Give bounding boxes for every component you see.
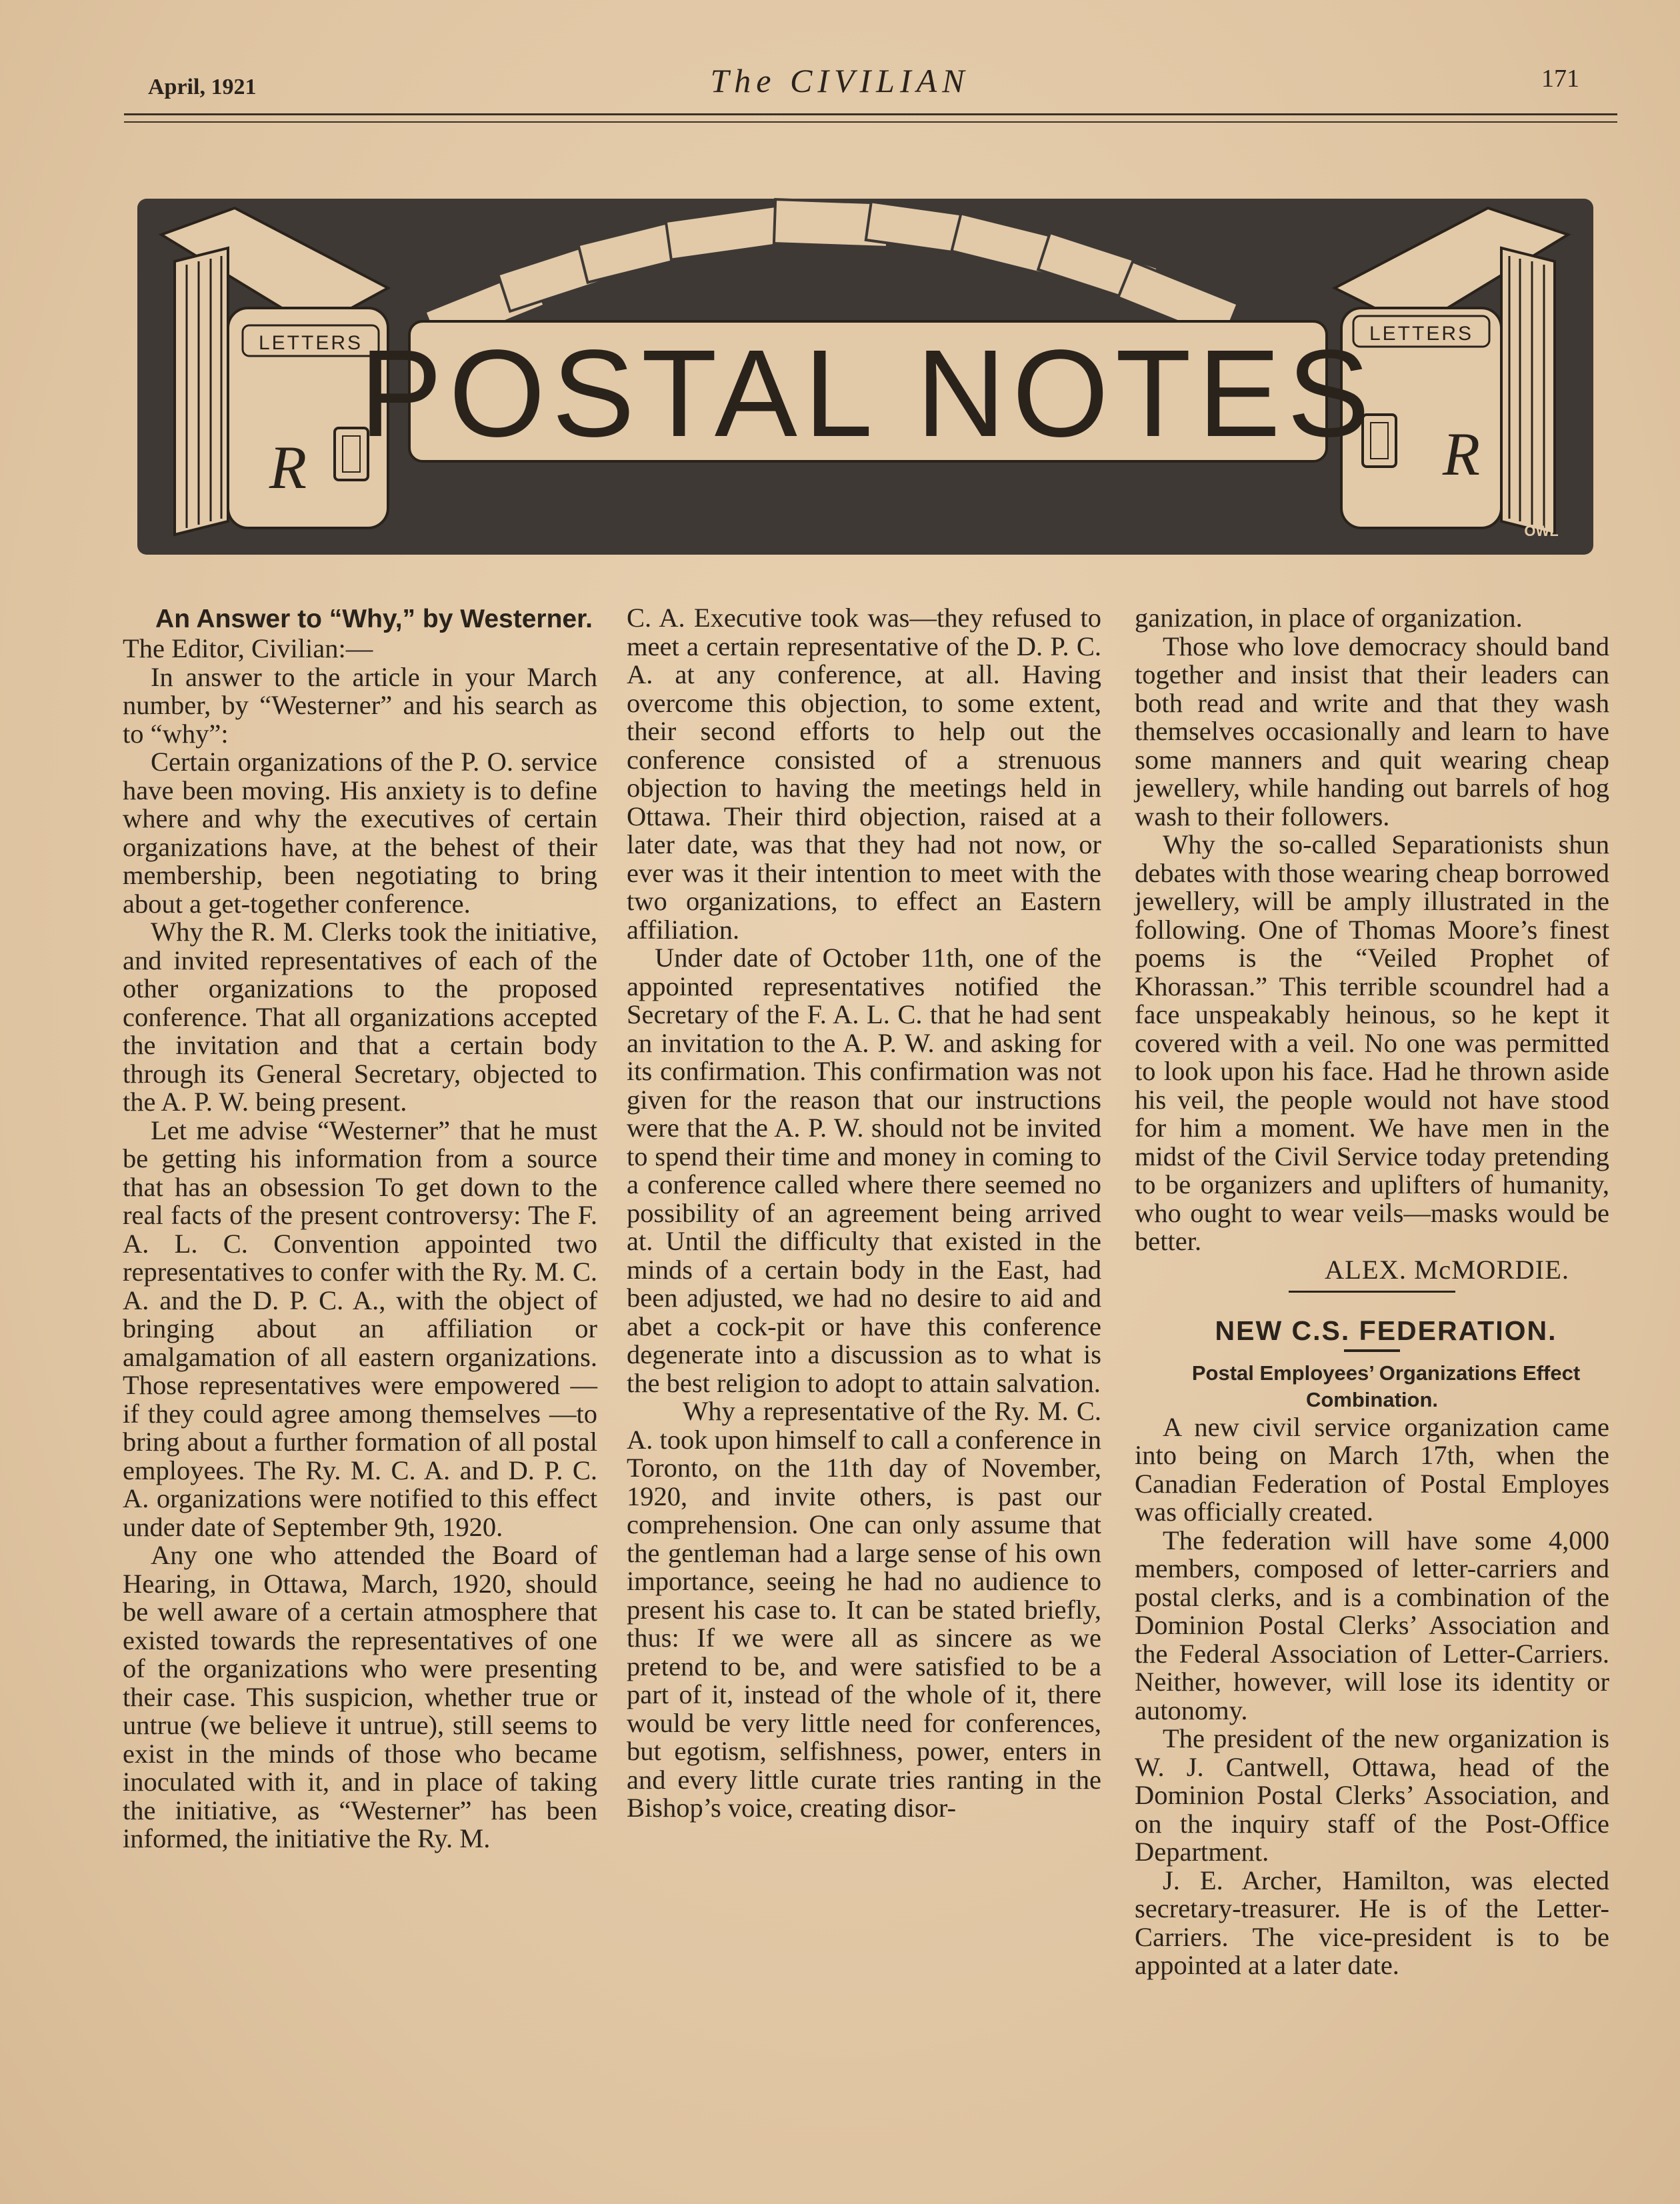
page-number: 171 bbox=[1541, 65, 1579, 93]
header-rule bbox=[124, 113, 1617, 115]
monogram-left: R bbox=[269, 433, 307, 501]
paragraph: The president of the new organization is W. J. Cantwell, Ottawa, head of the Dominion Postal Clerks’ Association, and on the inquiry staff of the Post-Office Department. bbox=[1135, 1723, 1609, 1867]
paragraph: Let me advise “Westerner” that he must be getting his information from a source that has an obsession To get down to the real facts of the present controversy: The F. A. L. C. Convention appointed two representatives to confer with the Ry. M. C. A. and the D. P. C. A., with the object of bringing about an affiliation or amalgamation of all eastern organizations. Those representatives were empowered — if they could agree among themselves —to bring about a further formation of all postal employees. The Ry. M. C. A. and D. P. C. A. organizations were notified to this effect under date of September 9th, 1920. bbox=[123, 1115, 597, 1542]
paragraph-continues: Why a representative of the Ry. M. C. A. took upon himself to call a conference in Toronto, on the 11th day of November, 1920, and invite others, is past our comprehension. One can only assume that the gentleman had a large sense of his own importance, seeing he had no audience to present his case to. It can be stated briefly, thus: If we were all as sincere as we pretend to be, and were satisfied to be a part of it, instead of the whole of it, there would be very little need for conferences, but egotism, selfishness, power, enters in and every little curate tries ranting in the Bishop’s voice, creating disor- bbox=[627, 1396, 1101, 1823]
column-3 bbox=[1135, 604, 1609, 1980]
paragraph: In answer to the article in your March number, by “Westerner” and his search as to “why”: bbox=[123, 661, 597, 749]
column-2 bbox=[627, 604, 1101, 1823]
postal-notes-banner bbox=[135, 175, 1597, 560]
article-salutation: The Editor, Civilian:— bbox=[123, 633, 373, 663]
paragraph: Why the R. M. Clerks took the initiative, and invited representatives of each of the other organizations to the proposed conference. That all organizations accepted the invitation and that a certain body through its General Secretary, objected to the A. P. W. being present. bbox=[123, 917, 597, 1117]
paragraph: J. E. Archer, Hamilton, was elected secretary-treasurer. He is of the Letter-Carriers. The vice-president is to be appointed at a later date. bbox=[1135, 1865, 1609, 1980]
article2-subhead: Postal Employees’ Organizations Effect Combination. bbox=[1191, 1361, 1581, 1411]
monogram-right: R bbox=[1442, 420, 1481, 488]
article-separator bbox=[1289, 1291, 1455, 1293]
paragraph-continued: C. A. Executive took was—they refused to meet a certain representative of the D. P. C. A. at any conference, at all. Having overcome this objection, to some extent, their second efforts to help out the conference consisted of a strenuous objection to having the meetings held in Ottawa. Their third objection, raised at a later date, was that they had not now, or ever was it their intention to meet with the two organizations, to effect an Eastern affiliation. bbox=[627, 603, 1101, 945]
article2-headline: NEW C.S. FEDERATION. bbox=[1215, 1315, 1557, 1346]
headline-rule bbox=[1344, 1349, 1400, 1352]
paragraph-continued: ganization, in place of organization. bbox=[1135, 603, 1523, 633]
column-1 bbox=[123, 604, 597, 1853]
paragraph: Certain organizations of the P. O. service have been moving. His anxiety is to define where and why the executives of certain organizations have, at the behest of their membership, been negotiating to bring about a get-together conference. bbox=[123, 747, 597, 919]
paragraph: A new civil service organization came into being on March 17th, when the Canadian Federation of Postal Employes was officially created. bbox=[1135, 1411, 1609, 1527]
paragraph: Those who love democracy should band together and insist that their leaders can both read and write and that they wash themselves occasionally and learn to have some manners and quit wearing cheap jewellery, while handing out barrels of hog wash to their followers. bbox=[1135, 631, 1609, 831]
paragraph: The federation will have some 4,000 members, composed of letter-carriers and postal clerks, and is a combination of the Dominion Postal Clerks’ Association and the Federal Association of Letter-Carriers. Neither, however, will lose its identity or autonomy. bbox=[1135, 1525, 1609, 1725]
article-signature: ALEX. McMORDIE. bbox=[1324, 1254, 1569, 1285]
paragraph: Under date of October 11th, one of the appointed representatives notified the Secretary of the F. A. L. C. that he had sent an invitation to the A. P. W. and asking for its confirmation. This confirmation was not given for the reason that our instructions were that the A. P. W. should not be invited to spend their time and money in coming to a conference called where there seemed no possibility of an agreement being arrived at. Until the difficulty that existed in the minds of a certain body in the East, had been adjusted, we had no desire to aid and abet a cock-pit or have this conference degenerate into a discussion as to what is the best religion to adopt to attain salvation. bbox=[627, 943, 1101, 1398]
paragraph-continues: Any one who attended the Board of Hearing, in Ottawa, March, 1920, should be well aware of a certain atmosphere that existed towards the representatives of one of the organizations who were presenting their case. This suspicion, whether true or untrue (we believe it untrue), still seems to exist in the minds of those who became inoculated with it, and in place of taking the initiative, as “Westerner” has been informed, the initiative the Ry. M. bbox=[123, 1540, 597, 1853]
running-header-title: The CIVILIAN bbox=[710, 62, 970, 99]
paragraph: Why the so-called Separationists shun debates with those wearing cheap borrowed jewellery, will be amply illustrated in the following. One of Thomas Moore’s finest poems is the “Veiled Prophet of Khorassan.” This terrible scoundrel had a face unspeakably heinous, so he kept it covered with a veil. No one was permitted to look upon his face. Had he thrown aside his veil, the people would not have stood for him a moment. We have men in the midst of the Civil Service today pretending to be organizers and uplifters of humanity, who ought to wear veils—masks would be better. bbox=[1135, 829, 1609, 1256]
banner-title: POSTAL NOTES bbox=[359, 325, 1377, 463]
running-header-date: April, 1921 bbox=[148, 75, 257, 99]
box-right-label: LETTERS bbox=[1369, 323, 1474, 345]
box-left-label: LETTERS bbox=[258, 332, 363, 354]
header-rule-thin bbox=[124, 121, 1617, 123]
artist-signature: OWL bbox=[1524, 523, 1559, 539]
article-title: An Answer to “Why,” by Westerner. bbox=[155, 605, 593, 633]
